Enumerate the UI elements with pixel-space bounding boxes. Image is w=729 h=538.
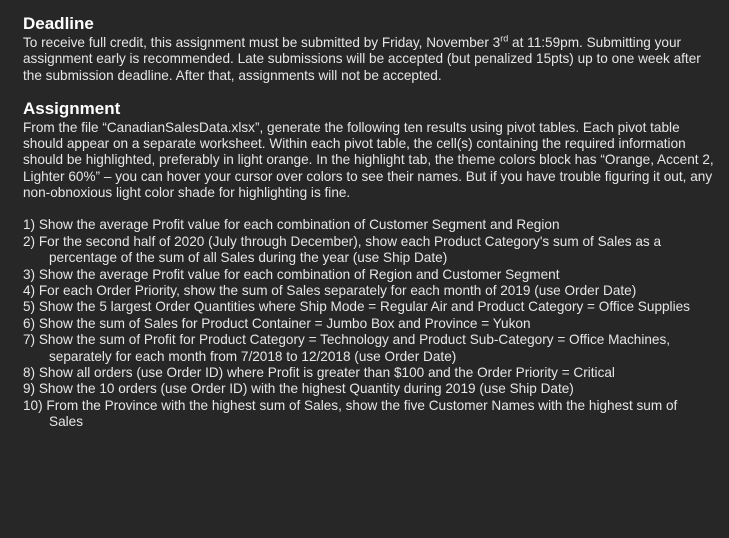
assignment-heading: Assignment	[23, 98, 121, 118]
task-list	[23, 217, 715, 430]
task-item: 3) Show the average Profit value for each combination of Region and Customer Segment	[23, 266, 560, 282]
deadline-heading: Deadline	[23, 14, 94, 33]
assignment-intro: From the file “CanadianSalesData.xlsx”, generate the following ten results using pivot tables. Each pivot table should appear on a separate worksheet. Within each pivot table, the cell(s) containing the required information should be highlighted, preferably in light orange. In the highlight tab, the theme colors block has “Orange, Accent 2, Lighter 60%” – you can hover your cursor over colors to see their names. But if you have trouble figuring it out, any non-obnoxious light color shade for highlighting is fine.	[23, 119, 714, 201]
task-item: 1) Show the average Profit value for each combination of Customer Segment and Region	[23, 217, 560, 233]
ordinal-suffix: rd	[500, 33, 509, 44]
task-item: 9) Show the 10 orders (use Order ID) with the highest Quantity during 2019 (use Ship Date)	[23, 381, 574, 397]
task-item: 6) Show the sum of Sales for Product Container = Jumbo Box and Province = Yukon	[23, 315, 531, 331]
deadline-text	[23, 35, 715, 84]
deadline-text-part1: To receive full credit, this assignment must be submitted by Friday, November 3	[23, 35, 501, 50]
task-item: 5) Show the 5 largest Order Quantities where Ship Mode = Regular Air and Product Category = Office Supplies	[23, 299, 690, 315]
deadline-text-part2: at 11:59pm. Submitting your assignment early is recommended. Late submissions will be accepted (but penalized 15pts) up to one week after the submission deadline. After that, assignments will not be accepted.	[23, 35, 701, 83]
task-item: 7) Show the sum of Profit for Product Category = Technology and Product Sub-Category = Office Machines, separately for each month from 7/2018 to 12/2018 (use Order Date)	[23, 332, 671, 364]
task-item: 4) For each Order Priority, show the sum of Sales separately for each month of 2019 (use Order Date)	[23, 283, 637, 298]
task-item: 2) For the second half of 2020 (July through December), show each Product Category's sum of Sales as a percentage of the sum of all Sales during the year (use Ship Date)	[23, 233, 662, 266]
task-item: 8) Show all orders (use Order ID) where Profit is greater than $100 and the Order Priority = Critical	[23, 365, 615, 381]
task-item: 10) From the Province with the highest sum of Sales, show the five Customer Names with the highest sum of Sales	[23, 397, 678, 430]
